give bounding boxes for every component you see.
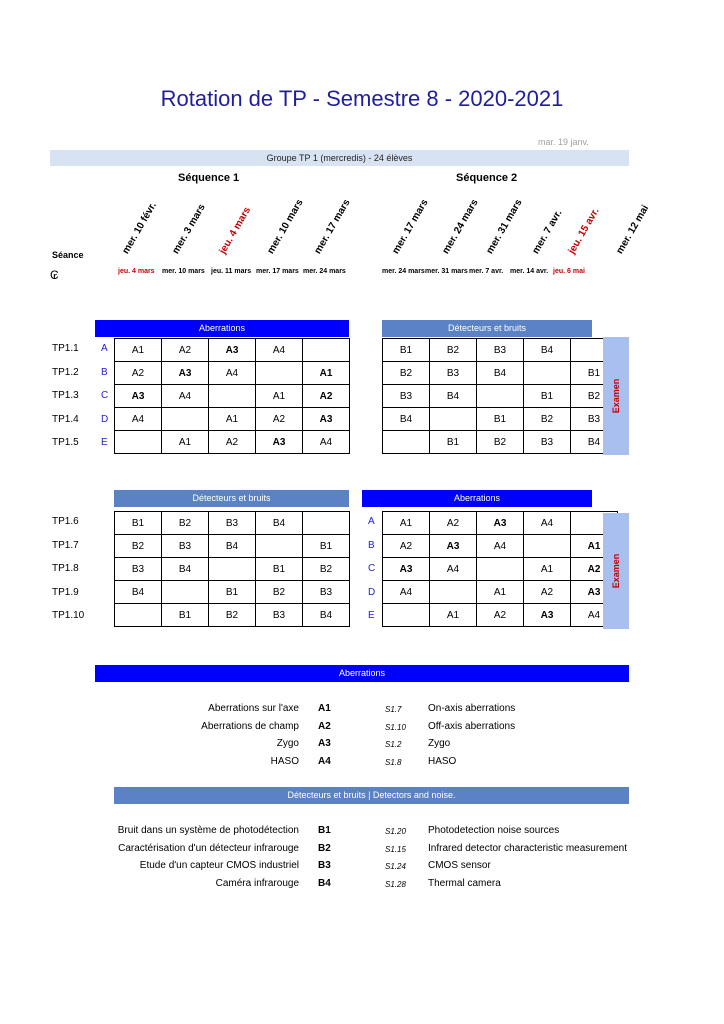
legend-ref: S1.8	[385, 757, 402, 767]
block1-left-table	[114, 338, 350, 454]
table-cell: A4	[571, 604, 618, 627]
table-cell: B3	[430, 362, 477, 385]
table-cell	[256, 362, 303, 385]
actual-date: mer. 31 mars	[425, 268, 468, 275]
table-cell: A2	[524, 581, 571, 604]
table-cell: A4	[303, 431, 350, 454]
table-cell: B1	[162, 604, 209, 627]
table-cell: B1	[383, 339, 430, 362]
group-letter: B	[101, 366, 108, 378]
table-cell	[209, 558, 256, 581]
group-letter: E	[101, 437, 108, 448]
cruzeiro-symbol: ₢	[50, 268, 59, 282]
table-cell: A3	[524, 604, 571, 627]
legend-ref: S1.7	[385, 705, 402, 714]
table-row	[383, 604, 618, 627]
table-cell	[383, 431, 430, 454]
table-cell: B2	[209, 604, 256, 627]
table-cell: A4	[162, 385, 209, 408]
table-cell: A3	[162, 362, 209, 385]
row-label: TP1.5	[52, 437, 79, 448]
table-cell: B3	[209, 512, 256, 535]
group-letter: A	[101, 343, 108, 354]
table-cell: A2	[430, 512, 477, 535]
table-cell: A1	[571, 535, 618, 558]
planned-date: mer. 17 mars	[312, 197, 353, 256]
table-cell: A1	[115, 339, 162, 362]
legend-english: Thermal camera	[428, 877, 501, 889]
row-label: TP1.9	[52, 586, 79, 598]
table-cell	[162, 408, 209, 431]
legend-aberrations-header: Aberrations	[95, 665, 629, 682]
table-cell: B3	[524, 431, 571, 454]
table-cell: B1	[303, 535, 350, 558]
table-cell: A1	[303, 362, 350, 385]
table-cell: B1	[524, 385, 571, 408]
block2-right-table	[382, 511, 618, 627]
legend-detectors-header: Détecteurs et bruits | Detectors and noise.	[114, 787, 629, 804]
exam-label-2: Examen	[611, 553, 621, 589]
table-cell: A3	[383, 558, 430, 581]
table-row	[115, 385, 350, 408]
planned-date: mer. 17 mars	[390, 197, 431, 256]
table-cell: B4	[209, 535, 256, 558]
table-cell: A3	[303, 408, 350, 431]
row-label: TP1.8	[52, 563, 79, 574]
legend-english: CMOS sensor	[428, 860, 491, 871]
table-cell: B1	[115, 512, 162, 535]
table-row	[115, 431, 350, 454]
table-row	[383, 339, 618, 362]
actual-date: jeu. 11 mars	[211, 268, 252, 275]
table-cell	[303, 339, 350, 362]
table-cell: A1	[209, 408, 256, 431]
legend-name: Aberrations de champ	[201, 720, 299, 732]
table-cell: A3	[430, 535, 477, 558]
table-cell: A1	[524, 558, 571, 581]
legend-name: HASO	[270, 755, 299, 767]
table-cell: A4	[209, 362, 256, 385]
table-cell: A1	[256, 385, 303, 408]
actual-date: mer. 14 avr.	[510, 268, 549, 275]
legend-code: B2	[318, 842, 331, 854]
actual-date: jeu. 6 mai	[553, 268, 585, 275]
table-cell: B4	[524, 339, 571, 362]
table-cell: A2	[383, 535, 430, 558]
block2-left-header: Détecteurs et bruits	[114, 490, 349, 507]
row-label: TP1.3	[52, 390, 79, 401]
table-cell	[115, 604, 162, 627]
table-cell: A1	[383, 512, 430, 535]
table-row	[115, 558, 350, 581]
legend-ref: S1.24	[385, 862, 406, 871]
table-row	[383, 558, 618, 581]
group-banner: Groupe TP 1 (mercredis) - 24 élèves	[50, 150, 629, 166]
table-cell: B4	[477, 362, 524, 385]
table-cell: B2	[256, 581, 303, 604]
exam-column-1	[603, 337, 629, 455]
legend-english: Off-axis aberrations	[428, 720, 516, 732]
table-cell: A4	[524, 512, 571, 535]
actual-date: mer. 17 mars	[256, 268, 299, 275]
table-cell: B2	[115, 535, 162, 558]
legend-ref: S1.28	[385, 879, 406, 889]
table-cell: B4	[256, 512, 303, 535]
table-cell: A3	[115, 385, 162, 408]
legend-english: HASO	[428, 755, 457, 767]
table-cell: B1	[571, 362, 618, 385]
table-cell: A2	[477, 604, 524, 627]
table-cell: A1	[162, 431, 209, 454]
table-cell	[477, 385, 524, 408]
planned-date: mer. 12 mai	[614, 203, 652, 256]
table-cell: A4	[256, 339, 303, 362]
legend-name: Caméra infrarouge	[215, 877, 299, 889]
table-cell: A2	[115, 362, 162, 385]
table-cell: A3	[209, 339, 256, 362]
table-cell	[524, 362, 571, 385]
legend-english: Infrared detector characteristic measurement	[428, 842, 627, 854]
legend-ref: S1.20	[385, 827, 406, 836]
table-row	[115, 339, 350, 362]
seance-label: Séance	[52, 250, 84, 260]
block1-right-header: Détecteurs et bruits	[382, 320, 592, 337]
legend-ref: S1.10	[385, 722, 406, 732]
table-cell: B2	[524, 408, 571, 431]
planned-date: mer. 3 mars	[170, 202, 208, 256]
legend-name: Bruit dans un système de photodétection	[117, 825, 299, 836]
group-letter: E	[368, 610, 375, 621]
legend-name: Etude d'un capteur CMOS industriel	[139, 860, 299, 871]
table-cell: A1	[477, 581, 524, 604]
table-cell: B2	[162, 512, 209, 535]
table-cell: B3	[571, 408, 618, 431]
table-row	[115, 581, 350, 604]
legend-name: Zygo	[276, 738, 299, 749]
table-row	[115, 512, 350, 535]
legend-english: Zygo	[428, 738, 451, 749]
table-cell: A4	[383, 581, 430, 604]
table-row	[383, 581, 618, 604]
group-letter: C	[101, 390, 109, 401]
table-cell: A1	[430, 604, 477, 627]
planned-date: jeu. 15 avr.	[566, 206, 602, 256]
legend-ref: S1.15	[385, 844, 406, 854]
table-cell	[383, 604, 430, 627]
sequence-1-title: Séquence 1	[178, 172, 240, 184]
table-cell: B1	[477, 408, 524, 431]
group-letter: B	[368, 539, 375, 551]
table-cell: B3	[115, 558, 162, 581]
planned-date: mer. 7 avr.	[530, 208, 565, 256]
table-cell: B4	[303, 604, 350, 627]
table-cell: B1	[430, 431, 477, 454]
group-letter: A	[368, 516, 375, 527]
table-cell: A3	[256, 431, 303, 454]
block2-right-header: Aberrations	[362, 490, 592, 507]
planned-date: mer. 10 févr.	[120, 200, 159, 256]
legend-english: On-axis aberrations	[428, 703, 516, 714]
table-cell	[477, 558, 524, 581]
row-label: TP1.6	[52, 516, 79, 527]
legend-code: B4	[318, 877, 331, 889]
table-row	[383, 535, 618, 558]
table-cell: A2	[571, 558, 618, 581]
exam-column-2	[603, 513, 629, 629]
table-cell: B3	[477, 339, 524, 362]
table-cell	[430, 408, 477, 431]
page-title: Rotation de TP - Semestre 8 - 2020-2021	[160, 86, 564, 111]
current-date: mar. 19 janv.	[538, 137, 589, 147]
table-cell: B3	[256, 604, 303, 627]
table-cell: B2	[383, 362, 430, 385]
table-row	[383, 512, 618, 535]
table-cell: B3	[162, 535, 209, 558]
group-letter: D	[368, 586, 376, 598]
planned-date: jeu. 4 mars	[217, 205, 254, 256]
table-cell: B3	[303, 581, 350, 604]
table-row	[115, 535, 350, 558]
row-label: TP1.4	[52, 413, 79, 425]
table-row	[383, 362, 618, 385]
block1-right-table	[382, 338, 618, 454]
actual-date: mer. 10 mars	[162, 268, 205, 275]
planned-date: mer. 24 mars	[440, 197, 481, 256]
table-cell: A2	[256, 408, 303, 431]
table-cell: B1	[209, 581, 256, 604]
table-cell: B4	[571, 431, 618, 454]
table-row	[115, 362, 350, 385]
table-row	[383, 408, 618, 431]
legend-code: B3	[318, 860, 331, 871]
exam-label-1: Examen	[611, 378, 621, 414]
legend-ref: S1.2	[385, 740, 402, 749]
table-cell: B2	[303, 558, 350, 581]
table-cell: A4	[430, 558, 477, 581]
table-cell: B2	[477, 431, 524, 454]
table-cell	[430, 581, 477, 604]
table-cell: B2	[430, 339, 477, 362]
legend-name: Caractérisation d'un détecteur infrarouge	[118, 842, 299, 854]
table-row	[115, 604, 350, 627]
planned-date: mer. 31 mars	[484, 197, 525, 256]
actual-date: mer. 24 mars	[382, 268, 425, 275]
row-label: TP1.7	[52, 539, 79, 551]
table-cell: A2	[209, 431, 256, 454]
table-cell: A4	[115, 408, 162, 431]
table-cell: A2	[162, 339, 209, 362]
legend-code: A4	[318, 755, 331, 767]
table-row	[115, 408, 350, 431]
table-cell: A4	[477, 535, 524, 558]
table-cell	[162, 581, 209, 604]
table-cell: B2	[571, 385, 618, 408]
table-cell: A3	[571, 581, 618, 604]
table-cell: B4	[162, 558, 209, 581]
table-cell: B4	[115, 581, 162, 604]
legend-code: A1	[318, 703, 331, 714]
table-cell: B3	[383, 385, 430, 408]
table-row	[383, 431, 618, 454]
table-cell	[209, 385, 256, 408]
table-cell	[115, 431, 162, 454]
table-cell	[524, 535, 571, 558]
legend-code: B1	[318, 825, 331, 836]
block1-left-header: Aberrations	[95, 320, 349, 337]
table-cell: B4	[383, 408, 430, 431]
legend-name: Aberrations sur l'axe	[208, 703, 299, 714]
table-row	[383, 385, 618, 408]
planned-date: mer. 10 mars	[265, 197, 306, 256]
actual-date: mer. 24 mars	[303, 268, 346, 275]
table-cell	[256, 535, 303, 558]
block2-left-table	[114, 511, 350, 627]
sequence-2-title: Séquence 2	[456, 172, 518, 184]
legend-english: Photodetection noise sources	[428, 825, 560, 836]
legend-code: A2	[318, 720, 331, 732]
legend-code: A3	[318, 738, 331, 749]
actual-date: jeu. 4 mars	[118, 268, 155, 275]
row-label: TP1.10	[52, 610, 85, 621]
row-label: TP1.1	[52, 343, 79, 354]
table-cell: B1	[256, 558, 303, 581]
table-cell	[303, 512, 350, 535]
row-label: TP1.2	[52, 366, 79, 378]
table-cell: A3	[477, 512, 524, 535]
table-cell: B4	[430, 385, 477, 408]
actual-date: mer. 7 avr.	[469, 268, 504, 275]
group-letter: D	[101, 413, 109, 425]
group-letter: C	[368, 563, 376, 574]
table-cell: A2	[303, 385, 350, 408]
